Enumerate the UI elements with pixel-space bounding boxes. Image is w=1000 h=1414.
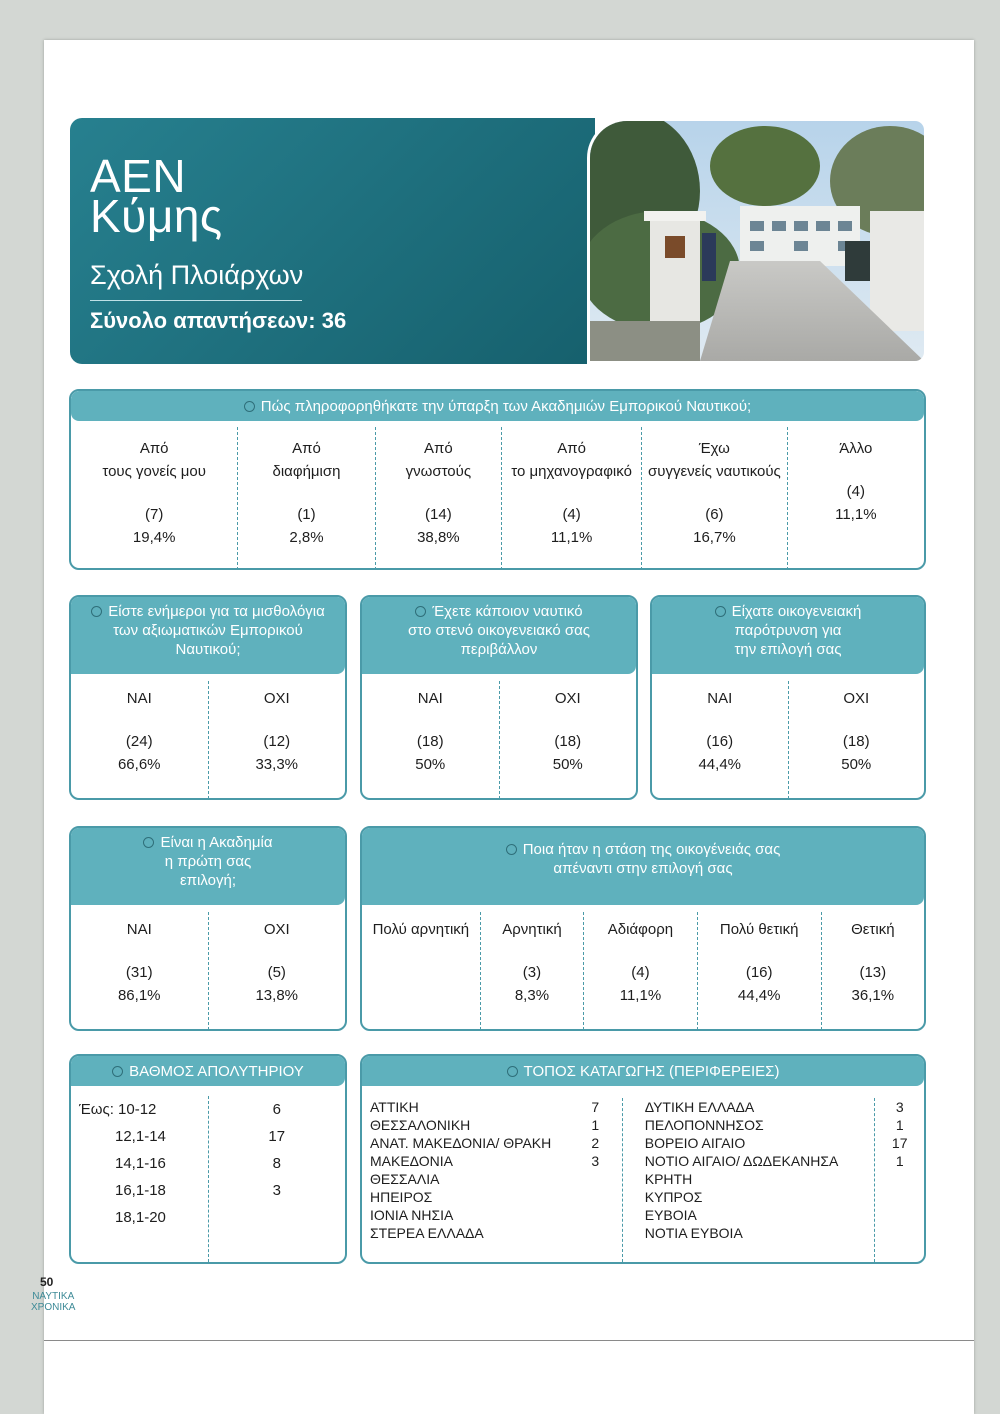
q3-panel — [360, 595, 638, 800]
q6-option — [583, 912, 697, 1030]
q5-question-line1: Είναι η Ακαδημία — [160, 834, 273, 851]
region-count: 3 — [895, 1099, 904, 1115]
region-name: ΒΟΡΕΙΟ ΑΙΓΑΙΟ — [644, 1135, 746, 1151]
q1-option — [237, 427, 374, 570]
q4-option-yes — [652, 681, 788, 799]
region-name: ΔΥΤΙΚΗ ΕΛΛΑΔΑ — [644, 1099, 755, 1115]
header-divider — [90, 300, 302, 301]
magazine-name — [31, 1291, 75, 1313]
q2-option-no — [208, 681, 346, 799]
option-label-line2: το μηχανογραφικό — [511, 463, 632, 480]
region-count: 3 — [591, 1153, 600, 1169]
option-count: (1) — [297, 506, 316, 523]
regions-right-counts — [874, 1098, 924, 1262]
option-label-line1: Από — [139, 440, 169, 457]
bullet-icon — [244, 401, 255, 412]
grades-title-text: ΒΑΘΜΟΣ ΑΠΟΛΥΤΗΡΙΟΥ — [129, 1063, 304, 1080]
regions-left-names — [362, 1098, 569, 1262]
magazine-name-line2: ΧΡΟΝΙΚΑ — [31, 1302, 76, 1313]
q6-question-line2: απέναντι στην επιλογή σας — [553, 860, 733, 877]
q5-option-no — [208, 912, 346, 1030]
q2-option-yes — [71, 681, 208, 799]
option-count: (16) — [706, 733, 734, 750]
option-percent: 38,8% — [417, 529, 460, 546]
regions-title-text: ΤΟΠΟΣ ΚΑΤΑΓΩΓΗΣ (ΠΕΡΙΦΕΡΕΙΕΣ) — [523, 1063, 780, 1080]
region-count: 1 — [895, 1153, 904, 1169]
q2-question-line2: των αξιωματικών Εμπορικού — [113, 622, 303, 639]
grade-range: Έως: 10-12 — [79, 1101, 157, 1118]
option-count: (16) — [745, 964, 773, 981]
region-name: ΝΟΤΙΟ ΑΙΓΑΙΟ/ ΔΩΔΕΚΑΝΗΣΑ — [644, 1153, 839, 1169]
q3-question-line2: στο στενό οικογενειακό σας — [407, 622, 591, 639]
option-percent: 19,4% — [132, 529, 176, 546]
q1-option — [375, 427, 501, 570]
bullet-icon — [506, 844, 517, 855]
q4-question — [652, 597, 924, 674]
page-number: 50 — [40, 1275, 54, 1289]
region-name: ΠΕΛΟΠΟΝΝΗΣΟΣ — [644, 1117, 764, 1133]
q2-question — [71, 597, 345, 674]
region-name: ΣΤΕΡΕΑ ΕΛΛΑΔΑ — [370, 1225, 484, 1241]
region-count: 2 — [591, 1135, 600, 1151]
option-count: (18) — [842, 733, 870, 750]
q1-option — [787, 427, 924, 570]
q6-panel — [360, 826, 926, 1031]
option-percent: 44,4% — [737, 987, 781, 1004]
title-line-2: Κύμης — [90, 190, 223, 242]
option-count: (6) — [705, 506, 724, 523]
bullet-icon — [143, 837, 154, 848]
region-count: 1 — [591, 1117, 600, 1133]
q6-option — [480, 912, 583, 1030]
grades-title — [71, 1056, 345, 1086]
q4-panel — [650, 595, 926, 800]
bottom-rule — [44, 1340, 974, 1341]
header-banner — [70, 118, 595, 364]
magazine-name-line1: ΝΑΥΤΙΚΑ — [32, 1291, 75, 1302]
region-name: ΝΟΤΙΑ ΕΥΒΟΙΑ — [644, 1225, 743, 1241]
q1-option — [501, 427, 641, 570]
region-count: 17 — [891, 1135, 908, 1151]
option-label: Πολύ αρνητική — [372, 921, 470, 938]
academy-entrance-photo — [587, 118, 927, 364]
q4-option-no — [788, 681, 925, 799]
grade-range: 12,1-14 — [115, 1128, 166, 1145]
option-percent: 11,1% — [550, 529, 593, 546]
photo-illustration — [590, 121, 924, 361]
region-name: ΜΑΚΕΔΟΝΙΑ — [370, 1153, 453, 1169]
grades-table — [71, 1096, 345, 1262]
q4-question-line2: παρότρυνση για — [734, 622, 842, 639]
q3-question-line3: περιβάλλον — [460, 641, 538, 658]
option-count: (31) — [125, 964, 153, 981]
q2-panel — [69, 595, 347, 800]
q1-options — [71, 427, 924, 570]
option-count: (14) — [425, 506, 452, 523]
option-label-line2: τους γονείς μου — [102, 463, 206, 480]
option-label-line2: συγγενείς ναυτικούς — [648, 463, 781, 480]
option-count: (4) — [846, 483, 865, 500]
q5-panel — [69, 826, 347, 1031]
q3-question-line1: Έχετε κάποιον ναυτικό — [432, 603, 583, 620]
q4-question-line1: Είχατε οικογενειακή — [731, 603, 862, 620]
option-percent: 2,8% — [289, 529, 324, 546]
q5-question-line2: η πρώτη σας — [164, 853, 252, 870]
region-count: 7 — [591, 1099, 600, 1115]
grade-range: 14,1-16 — [115, 1155, 166, 1172]
q5-question — [71, 828, 345, 905]
regions-panel — [360, 1054, 926, 1264]
q3-options — [362, 681, 636, 799]
q2-question-line1: Είστε ενήμεροι για τα μισθολόγια — [108, 603, 325, 620]
page-title — [90, 150, 223, 242]
option-label: ΝΑΙ — [126, 921, 152, 938]
option-percent: 50% — [841, 756, 872, 773]
region-name: ΚΥΠΡΟΣ — [644, 1189, 703, 1205]
q2-options — [71, 681, 345, 799]
option-percent: 86,1% — [117, 987, 161, 1004]
bullet-icon — [715, 606, 726, 617]
option-count: (4) — [631, 964, 650, 981]
option-label: Αδιάφορη — [607, 921, 674, 938]
region-name: ΕΥΒΟΙΑ — [644, 1207, 697, 1223]
option-label: ΝΑΙ — [126, 690, 152, 707]
option-percent: 11,1% — [619, 987, 662, 1004]
q5-question-line3: επιλογή; — [180, 872, 236, 889]
q1-question — [71, 391, 924, 421]
q1-panel — [69, 389, 926, 570]
option-percent: 8,3% — [514, 987, 550, 1004]
option-percent: 33,3% — [255, 756, 299, 773]
grades-counts — [208, 1096, 346, 1262]
option-label: Αρνητική — [502, 921, 562, 938]
q3-question — [362, 597, 636, 674]
option-label-line1: Από — [424, 440, 453, 457]
q6-options — [362, 912, 924, 1030]
q4-question-line3: την επιλογή σας — [734, 641, 842, 658]
q5-option-yes — [71, 912, 208, 1030]
option-percent: 44,4% — [698, 756, 742, 773]
grade-range: 16,1-18 — [115, 1182, 166, 1199]
option-count: (3) — [522, 964, 542, 981]
regions-title — [362, 1056, 924, 1086]
option-percent: 50% — [415, 756, 446, 773]
region-name: ΗΠΕΙΡΟΣ — [370, 1189, 433, 1205]
total-responses: Σύνολο απαντήσεων: 36 — [90, 308, 347, 333]
regions-table — [362, 1098, 924, 1262]
option-percent: 50% — [552, 756, 583, 773]
grades-panel — [69, 1054, 347, 1264]
option-count: (18) — [416, 733, 444, 750]
option-percent: 36,1% — [851, 987, 895, 1004]
option-label: ΟΧΙ — [263, 921, 290, 938]
region-count: 1 — [895, 1117, 904, 1133]
region-name: ΘΕΣΣΑΛΟΝΙΚΗ — [370, 1117, 471, 1133]
option-label: Θετική — [851, 921, 895, 938]
q6-option — [362, 912, 480, 1030]
bullet-icon — [415, 606, 426, 617]
q6-question-line1: Ποια ήταν η στάση της οικογένειάς σας — [522, 841, 781, 858]
option-label-line2: διαφήμιση — [272, 463, 341, 480]
regions-right-names — [622, 1098, 875, 1262]
q6-question — [362, 828, 924, 905]
option-percent: 16,7% — [693, 529, 736, 546]
option-count: (5) — [267, 964, 286, 981]
region-name: ΚΡΗΤΗ — [644, 1171, 693, 1187]
option-label-line1: Από — [292, 440, 321, 457]
option-count: (7) — [144, 506, 164, 523]
bullet-icon — [507, 1066, 518, 1077]
option-count: (12) — [263, 733, 291, 750]
option-label-line1: Από — [557, 440, 586, 457]
option-label-line1: Άλλο — [839, 440, 873, 457]
option-label: ΟΧΙ — [843, 690, 870, 707]
q1-option — [641, 427, 787, 570]
region-name: ΙΟΝΙΑ ΝΗΣΙΑ — [370, 1207, 454, 1223]
option-label-line2: γνωστούς — [405, 463, 472, 480]
bullet-icon — [112, 1066, 123, 1077]
option-percent: 11,1% — [835, 506, 877, 523]
q2-question-line3: Ναυτικού; — [175, 641, 241, 658]
grade-range: 18,1-20 — [115, 1209, 166, 1226]
grade-count: 8 — [272, 1155, 281, 1172]
q6-option — [697, 912, 821, 1030]
q5-options — [71, 912, 345, 1030]
q4-options — [652, 681, 924, 799]
bullet-icon — [91, 606, 102, 617]
option-label: Πολύ θετική — [719, 921, 799, 938]
option-label: ΝΑΙ — [417, 690, 443, 707]
option-label-line1: Έχω — [698, 440, 730, 457]
option-count: (24) — [125, 733, 153, 750]
grades-ranges — [71, 1096, 208, 1262]
grade-count: 6 — [272, 1101, 281, 1118]
option-label: ΟΧΙ — [554, 690, 581, 707]
q6-option — [821, 912, 924, 1030]
option-count: (13) — [859, 964, 887, 981]
q3-option-no — [499, 681, 637, 799]
region-name: ΑΤΤΙΚΗ — [370, 1099, 419, 1115]
title-line-1: ΑΕΝ — [90, 150, 187, 202]
option-count: (18) — [554, 733, 582, 750]
q1-question-text: Πώς πληροφορηθήκατε την ύπαρξη των Ακαδημιών Εμπορικού Ναυτικού; — [260, 398, 752, 415]
region-name: ΑΝΑΤ. ΜΑΚΕΔΟΝΙΑ/ ΘΡΑΚΗ — [370, 1135, 552, 1151]
grade-count: 3 — [272, 1182, 281, 1199]
q1-option — [71, 427, 237, 570]
option-percent: 66,6% — [117, 756, 161, 773]
option-label: ΟΧΙ — [263, 690, 290, 707]
option-percent: 13,8% — [255, 987, 299, 1004]
region-name: ΘΕΣΣΑΛΙΑ — [370, 1171, 440, 1187]
q3-option-yes — [362, 681, 499, 799]
regions-left-counts — [569, 1098, 622, 1262]
option-count: (4) — [562, 506, 581, 523]
option-label: ΝΑΙ — [707, 690, 733, 707]
school-name: Σχολή Πλοιάρχων — [90, 260, 304, 290]
grade-count: 17 — [268, 1128, 286, 1145]
